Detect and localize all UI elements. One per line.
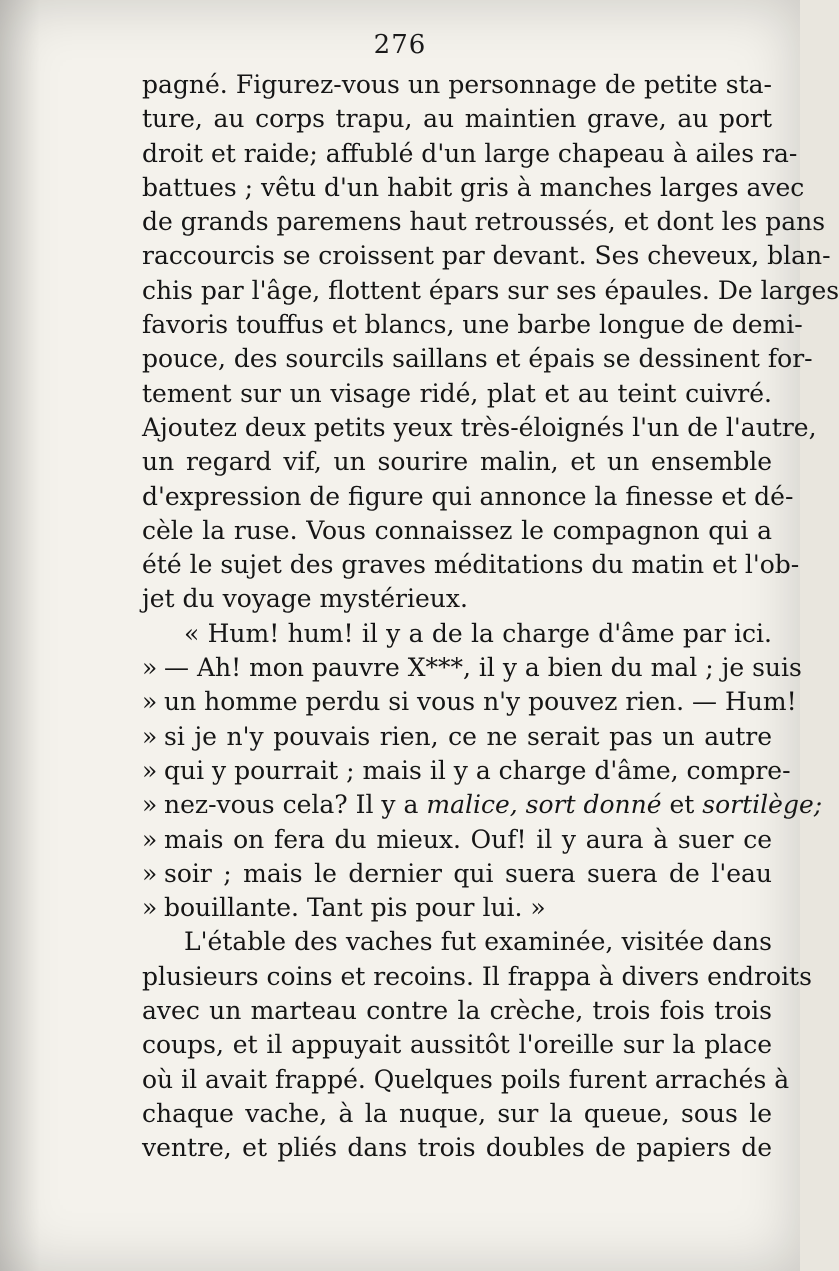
text-line: [142, 685, 797, 719]
text-line: pouce, des sourcils saillans et épais se dessinent for-: [142, 344, 813, 374]
quote-line-text: et: [669, 790, 695, 820]
quote-line-text: mais on fera du mieux. Ouf! il y aura à suer ce: [164, 824, 772, 854]
text-line: [142, 891, 772, 925]
text-line: [142, 788, 823, 822]
text-line: cèle la ruse. Vous connaissez le compagnon qui a: [142, 515, 772, 545]
text-line: été le sujet des graves méditations du matin et l'ob-: [142, 550, 800, 580]
text-line: [142, 857, 772, 891]
text-line: où il avait frappé. Quelques poils furent arrachés à: [142, 1064, 790, 1094]
quote-line-text: soir ; mais le dernier qui suera suera de l'eau: [164, 858, 772, 888]
text-line: « Hum! hum! il y a de la charge d'âme par ici.: [184, 618, 772, 648]
quote-mark: »: [142, 824, 158, 854]
text-line: ture, au corps trapu, au maintien grave, au port: [142, 104, 772, 134]
quote-mark: »: [142, 858, 158, 888]
quote-mark: »: [142, 755, 158, 785]
text-line: L'étable des vaches fut examinée, visitée dans: [184, 927, 772, 957]
body-text: [142, 68, 839, 1166]
text-line: plusieurs coins et recoins. Il frappa à divers endroits: [142, 961, 812, 991]
text-line: raccourcis se croissent par devant. Ses cheveux, blan-: [142, 241, 831, 271]
text-line: de grands paremens haut retroussés, et dont les pans: [142, 207, 826, 237]
quote-mark: »: [142, 721, 158, 751]
text-line: [142, 754, 791, 788]
text-line: jet du voyage mystérieux.: [142, 584, 468, 614]
text-line: Ajoutez deux petits yeux très-éloignés l'un de l'autre,: [142, 412, 817, 442]
page-number: 276: [373, 30, 427, 60]
text-line: chis par l'âge, flottent épars sur ses épaules. De larges: [142, 275, 839, 305]
text-line: [142, 720, 772, 754]
text-line: battues ; vêtu d'un habit gris à manches larges avec: [142, 172, 805, 202]
quote-line-text: bouillante. Tant pis pour lui. »: [164, 893, 546, 923]
quote-line-text: qui y pourrait ; mais il y a charge d'âme, compre-: [164, 755, 791, 785]
text-line: droit et raide; affublé d'un large chapeau à ailes ra-: [142, 138, 798, 168]
text-line: un regard vif, un sourire malin, et un ensemble: [142, 447, 772, 477]
quote-mark: »: [142, 893, 158, 923]
text-line: chaque vache, à la nuque, sur la queue, sous le: [142, 1098, 772, 1128]
text-line: avec un marteau contre la crèche, trois fois trois: [142, 996, 772, 1026]
text-line: coups, et il appuyait aussitôt l'oreille sur la place: [142, 1030, 772, 1060]
italic-phrase: malice, sort donné: [426, 790, 662, 820]
text-line: favoris touffus et blancs, une barbe longue de demi-: [142, 310, 803, 340]
text-line: tement sur un visage ridé, plat et au teint cuivré.: [142, 378, 772, 408]
quote-line-text: si je n'y pouvais rien, ce ne serait pas un autre: [164, 721, 772, 751]
text-line: pagné. Figurez-vous un personnage de petite sta-: [142, 70, 772, 99]
quote-line-text: un homme perdu si vous n'y pouvez rien. — Hum!: [164, 687, 797, 717]
quote-mark: »: [142, 687, 158, 717]
text-line: ventre, et pliés dans trois doubles de papiers de: [142, 1133, 772, 1163]
text-line: [142, 651, 802, 685]
quote-mark: »: [142, 790, 158, 820]
text-line: d'expression de figure qui annonce la finesse et dé-: [142, 481, 794, 511]
quote-line-text: — Ah! mon pauvre X***, il y a bien du mal ; je suis: [164, 653, 802, 683]
quote-mark: »: [142, 653, 158, 683]
text-line: [142, 823, 772, 857]
quote-line-text: nez-vous cela? Il y a: [164, 790, 419, 820]
italic-phrase: sortilège;: [702, 790, 823, 820]
